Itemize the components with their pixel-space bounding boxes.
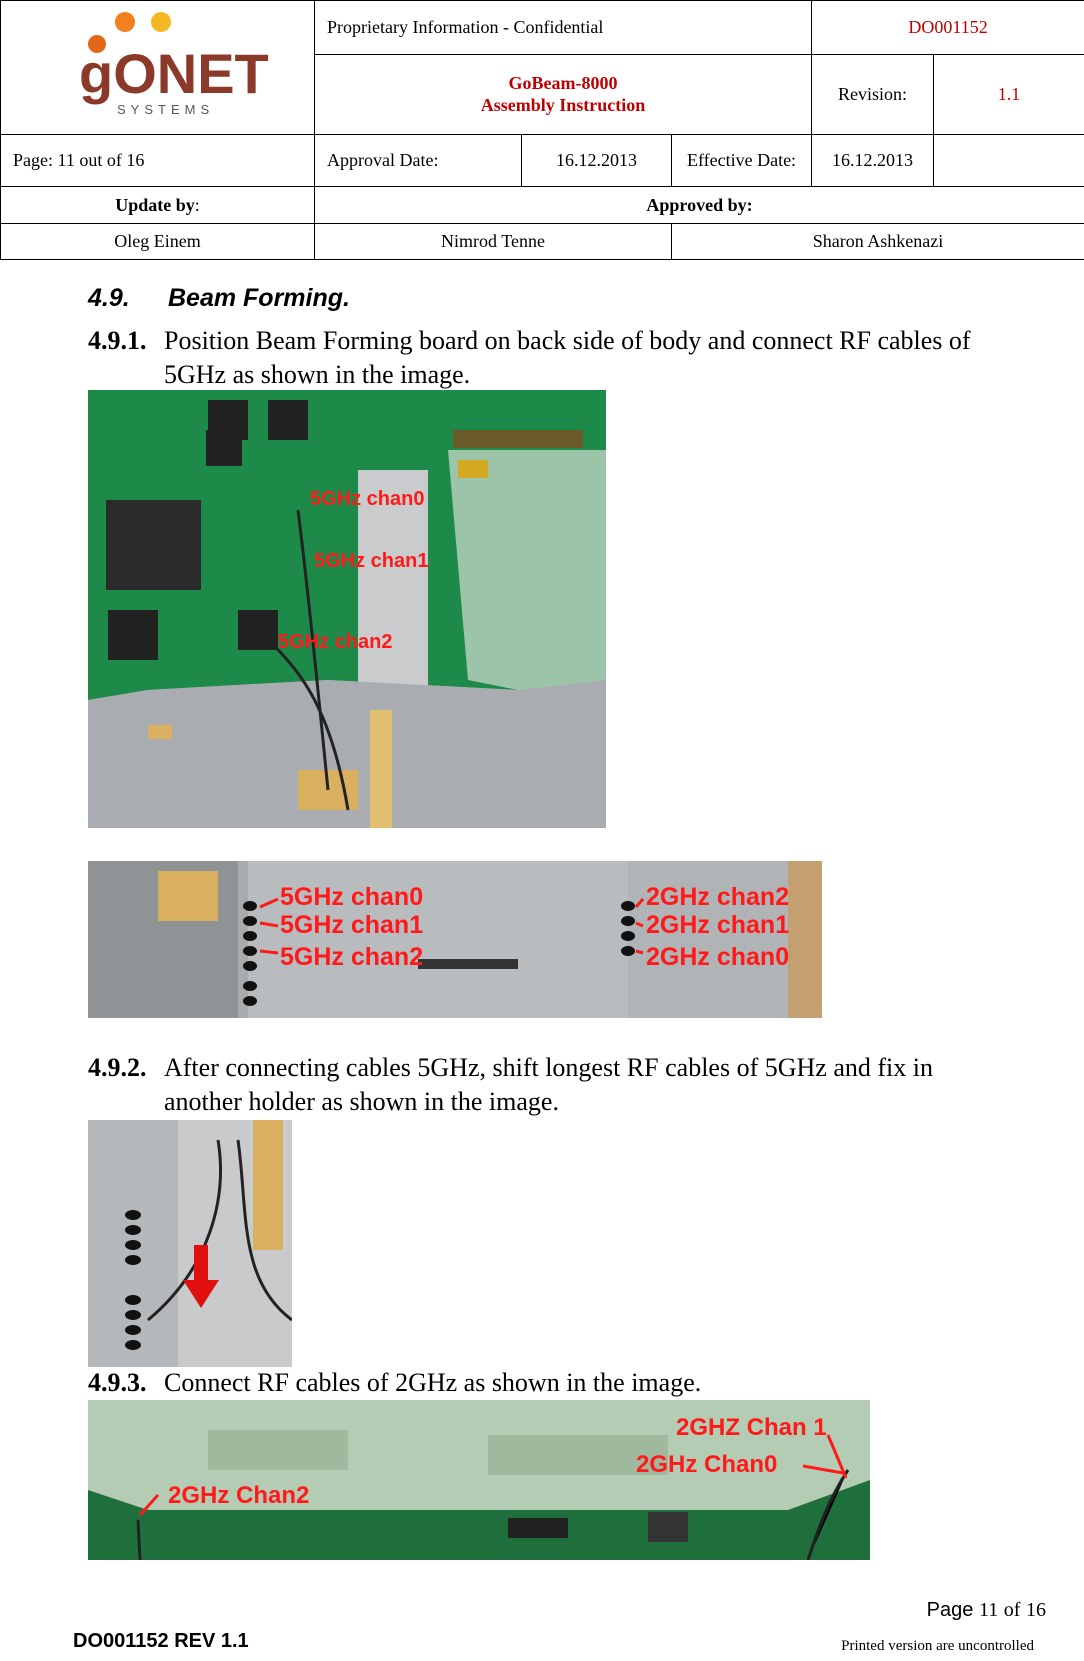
effective-date-value: 16.12.2013	[812, 135, 934, 187]
title-subject: Assembly Instruction	[480, 94, 646, 115]
updater-name: Oleg Einem	[1, 224, 315, 260]
step-number: 4.9.3.	[88, 1368, 147, 1397]
2ghz-cables-photo	[88, 1400, 870, 1560]
doc-title	[315, 55, 812, 135]
footer-page-current: 11	[978, 1599, 999, 1621]
footer-doc-rev: DO001152 REV 1.1	[73, 1630, 249, 1652]
approver2-name: Sharon Ashkenazi	[672, 224, 1084, 260]
label-right-2ghz-chan0: 2GHz chan0	[646, 943, 790, 971]
step-4-9-1	[88, 324, 1008, 392]
approval-date-label: Approval Date:	[315, 135, 522, 187]
page-count-label: Page: 11 out of 16	[1, 135, 315, 187]
label-left-5ghz-chan0: 5GHz chan0	[280, 883, 424, 911]
step-4-9-2	[88, 1051, 1008, 1119]
label-2ghz-chan2: 2GHz Chan2	[168, 1482, 310, 1509]
approval-date-value: 16.12.2013	[522, 135, 672, 187]
step-text: Connect RF cables of 2GHz as shown in the image.	[164, 1368, 702, 1397]
section-number: 4.9.	[88, 284, 130, 312]
footer-of-word: of	[1003, 1599, 1021, 1621]
update-by-colon: :	[194, 194, 200, 215]
confidential-label: Proprietary Information - Confidential	[315, 1, 812, 55]
footer-page-total: 16	[1026, 1599, 1046, 1621]
label-5ghz-chan1: 5GHz chan1	[314, 550, 429, 572]
step-text: Position Beam Forming board on back side of body and connect RF cables of 5GHz as shown in the image.	[164, 326, 971, 389]
step-number: 4.9.2.	[88, 1053, 147, 1082]
label-left-5ghz-chan1: 5GHz chan1	[280, 911, 424, 939]
label-right-2ghz-chan2: 2GHz chan2	[646, 883, 790, 911]
connector-layout-photo	[88, 861, 822, 1018]
approved-by-label: Approved by:	[315, 187, 1084, 224]
section-title: Beam Forming.	[168, 284, 350, 312]
document-header	[0, 0, 1084, 260]
label-5ghz-chan2: 5GHz chan2	[278, 631, 393, 653]
revision-label: Revision:	[812, 55, 934, 135]
footer-page-word: Page	[926, 1599, 974, 1621]
section-heading	[88, 284, 350, 313]
step-number: 4.9.1.	[88, 326, 147, 355]
doc-id: DO001152	[812, 1, 1084, 55]
cable-holder-photo	[88, 1120, 292, 1367]
company-logo	[1, 1, 315, 135]
update-by-label	[1, 187, 315, 224]
label-right-2ghz-chan1: 2GHz chan1	[646, 911, 790, 939]
label-5ghz-chan0: 5GHz chan0	[310, 488, 425, 510]
step-4-9-3	[88, 1366, 1008, 1400]
step-text: After connecting cables 5GHz, shift longest RF cables of 5GHz and fix in another holder as shown in the image.	[164, 1053, 933, 1116]
label-2ghz-chan1: 2GHZ Chan 1	[676, 1414, 827, 1441]
logo-wordmark: gONET	[79, 42, 269, 105]
footer-page-number	[927, 1599, 1046, 1622]
beam-forming-board-photo	[88, 390, 606, 828]
logo-subtitle: SYSTEMS	[117, 102, 215, 117]
title-product: GoBeam-8000	[508, 72, 618, 93]
footer-printed-note: Printed version are uncontrolled	[841, 1638, 1034, 1654]
update-by-text: Update by	[115, 194, 195, 215]
approver1-name: Nimrod Tenne	[315, 224, 672, 260]
revision-value: 1.1	[934, 55, 1084, 135]
effective-date-label: Effective Date:	[672, 135, 812, 187]
label-left-5ghz-chan2: 5GHz chan2	[280, 943, 424, 971]
label-2ghz-chan0: 2GHz Chan0	[636, 1451, 778, 1478]
